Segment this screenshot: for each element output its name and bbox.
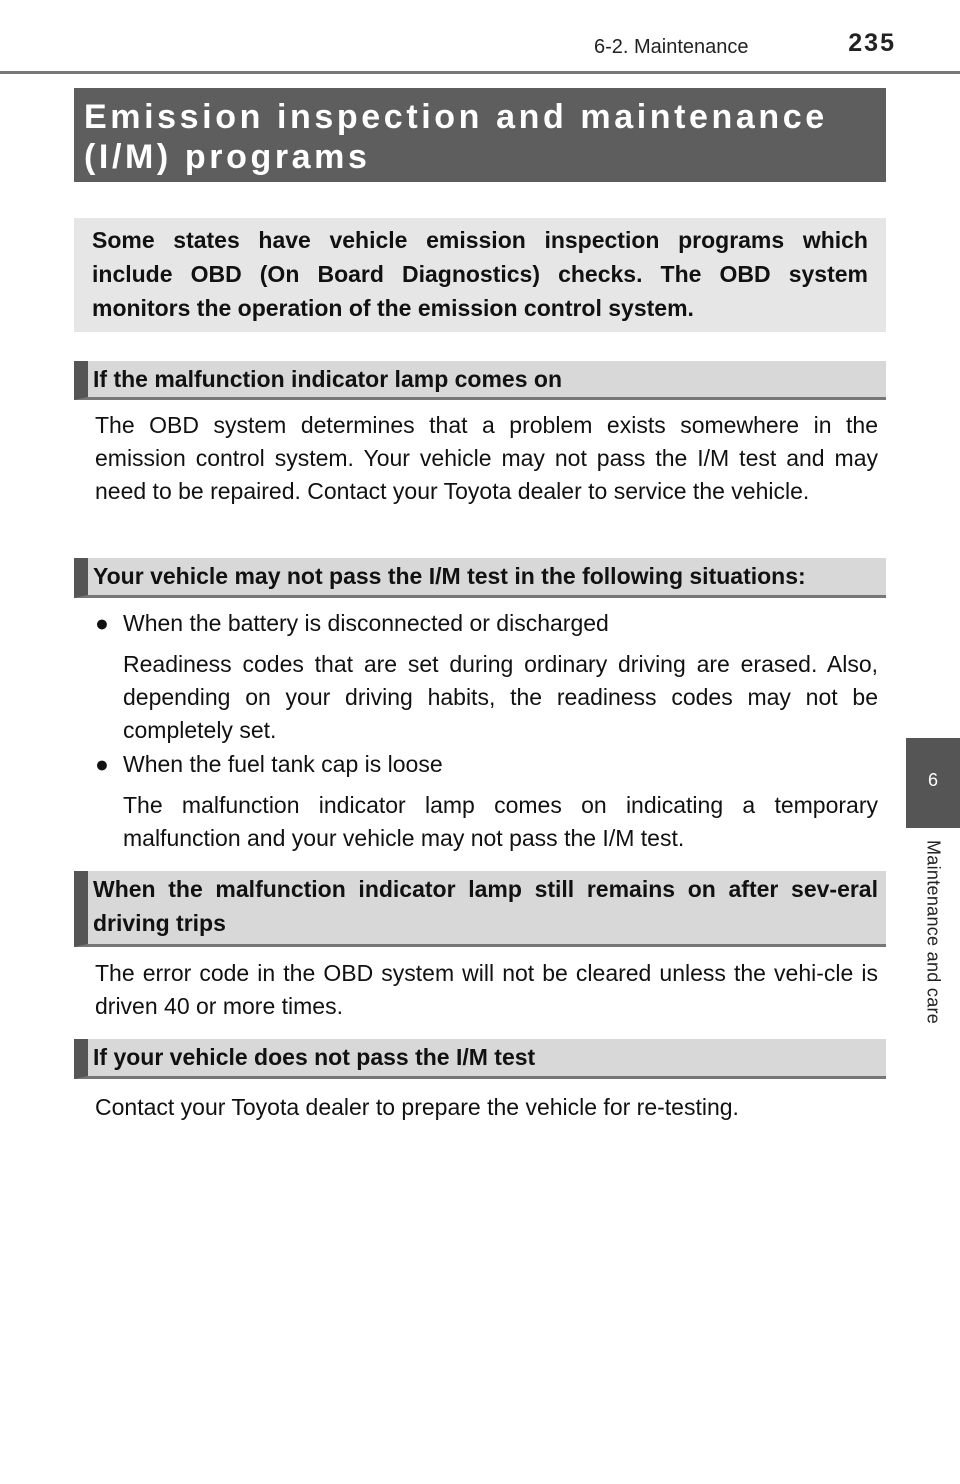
paragraph-lamp-remains-on: The error code in the OBD system will not be cleared unless the vehi-cle is driven 40 or more times. (95, 960, 878, 1019)
bullet-icon: ● (95, 610, 109, 636)
section-label: 6-2. Maintenance (594, 36, 749, 58)
list-item (95, 607, 878, 640)
page-title: Emission inspection and maintenance (I/M) programs (74, 88, 886, 182)
list-item-detail: The malfunction indicator lamp comes on indicating a temporary malfunction and your vehicle may not pass the I/M test. (123, 792, 878, 851)
chapter-tab (906, 828, 960, 1068)
subheading-test-failed: If your vehicle does not pass the I/M test (74, 1039, 886, 1079)
intro-summary: Some states have vehicle emission inspection programs which include OBD (On Board Diagnostics) checks. The OBD system monitors the operation of the emission control system. (74, 218, 886, 332)
bullet-icon: ● (95, 751, 109, 777)
paragraph-test-failed: Contact your Toyota dealer to prepare the vehicle for re-testing. (95, 1094, 739, 1120)
list-item-label: When the battery is disconnected or discharged (123, 610, 609, 636)
chapter-tab-number: 6 (906, 738, 960, 828)
subheading-lamp-on: If the malfunction indicator lamp comes on (74, 361, 886, 400)
subheading-lamp-remains-on: When the malfunction indicator lamp still remains on after sev-eral driving trips (74, 871, 886, 947)
list-item-label: When the fuel tank cap is loose (123, 751, 443, 777)
list-item (95, 748, 878, 781)
paragraph-lamp-on: The OBD system determines that a problem exists somewhere in the emission control system. Your vehicle may not pass the I/M test and may need to be repaired. Contact your Toyota dealer to service the vehicle. (95, 412, 878, 504)
page-number: 235 (848, 29, 896, 57)
chapter-tab-label: Maintenance and care (923, 840, 944, 1025)
list-item-detail: Readiness codes that are set during ordinary driving are erased. Also, depending on your driving habits, the readiness codes may not be completely set. (123, 651, 878, 743)
subheading-test-situations: Your vehicle may not pass the I/M test in the following situations: (74, 558, 886, 598)
header-divider (0, 71, 960, 74)
